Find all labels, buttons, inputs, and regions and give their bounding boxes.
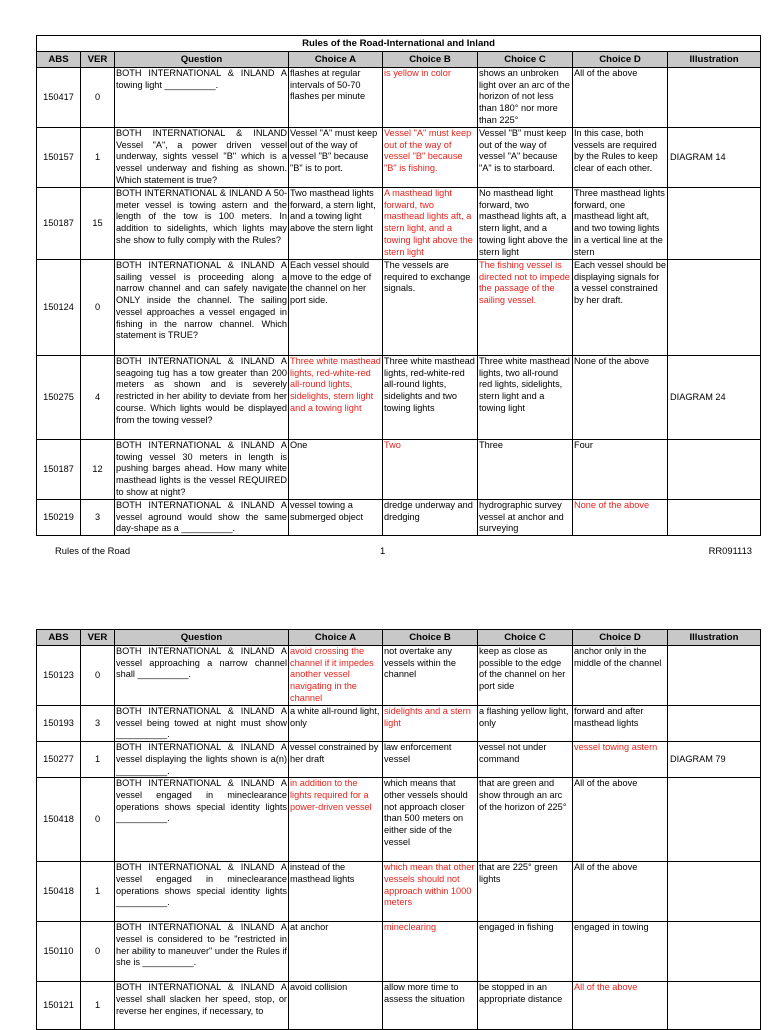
illustration-cell: DIAGRAM 79: [668, 742, 761, 778]
ver-cell: 0: [81, 68, 115, 128]
question-cell: BOTH INTERNATIONAL & INLAND A 50-meter vessel is towing astern and the length of the tow is 100 meters. In addition to sidelights, which lights may she show to fully comply with the Rules?: [115, 188, 289, 260]
abs-cell: 150187: [37, 188, 81, 260]
choice-b-cell: The vessels are required to exchange signals.: [383, 260, 478, 356]
choice-d-cell: vessel towing astern: [573, 742, 668, 778]
abs-cell: 150418: [37, 778, 81, 862]
ver-cell: 0: [81, 646, 115, 706]
question-cell: BOTH INTERNATIONAL & INLAND A vessel being towed at night must show __________.: [115, 706, 289, 742]
illustration-cell: [668, 68, 761, 128]
choice-c-cell: vessel not under command: [478, 742, 573, 778]
question-cell: BOTH INTERNATIONAL & INLAND A towing vessel 30 meters in length is pushing barges ahead. How many white masthead lights is the vessel REQUIRED to show at night?: [115, 440, 289, 500]
abs-cell: 150121: [37, 982, 81, 1030]
choice-c-cell: engaged in fishing: [478, 922, 573, 982]
ver-cell: 1: [81, 742, 115, 778]
ver-cell: 1: [81, 128, 115, 188]
ver-cell: 15: [81, 188, 115, 260]
illustration-cell: [668, 646, 761, 706]
question-cell: BOTH INTERNATIONAL & INLAND A vessel aground would show the same day-shape as a __________.: [115, 500, 289, 536]
footer-page-number: 1: [380, 545, 386, 556]
choice-c-cell: that are green and show through an arc of the horizon of 225°: [478, 778, 573, 862]
illustration-cell: [668, 862, 761, 922]
table-row: [37, 500, 761, 536]
choice-c-cell: a flashing yellow light, only: [478, 706, 573, 742]
column-header-choice-c: Choice C: [478, 52, 573, 68]
ver-cell: 3: [81, 500, 115, 536]
choice-d-cell: None of the above: [573, 356, 668, 440]
choice-c-cell: shows an unbroken light over an arc of the horizon of not less than 180° nor more than 225°: [478, 68, 573, 128]
column-header-illustration: Illustration: [668, 630, 761, 646]
ver-cell: 1: [81, 862, 115, 922]
choice-d-cell: Four: [573, 440, 668, 500]
choice-b-cell: mineclearing: [383, 922, 478, 982]
choice-b-cell: which means that other vessels should not approach closer than 500 meters on either side of the vessel: [383, 778, 478, 862]
questions-table-page-1: [36, 35, 761, 536]
choice-c-cell: hydrographic survey vessel at anchor and surveying: [478, 500, 573, 536]
table-row: [37, 646, 761, 706]
column-header-choice-d: Choice D: [573, 52, 668, 68]
choice-d-cell: engaged in towing: [573, 922, 668, 982]
choice-a-cell: avoid crossing the channel if it impedes another vessel navigating in the channel: [289, 646, 383, 706]
abs-cell: 150124: [37, 260, 81, 356]
illustration-cell: [668, 706, 761, 742]
table-row: [37, 982, 761, 1030]
header-row: [37, 52, 761, 68]
ver-cell: 0: [81, 778, 115, 862]
illustration-cell: [668, 778, 761, 862]
ver-cell: 3: [81, 706, 115, 742]
abs-cell: 150123: [37, 646, 81, 706]
choice-d-cell: All of the above: [573, 778, 668, 862]
column-header-choice-b: Choice B: [383, 52, 478, 68]
column-header-question: Question: [115, 630, 289, 646]
choice-a-cell: One: [289, 440, 383, 500]
column-header-abs: ABS: [37, 630, 81, 646]
table-row: [37, 742, 761, 778]
choice-a-cell: Vessel "A" must keep out of the way of vessel "B" because "B" is to port.: [289, 128, 383, 188]
table-row: [37, 706, 761, 742]
question-cell: BOTH INTERNATIONAL & INLAND A vessel engaged in mineclearance operations shows special identity lights __________.: [115, 862, 289, 922]
abs-cell: 150157: [37, 128, 81, 188]
choice-c-cell: keep as close as possible to the edge of the channel on her port side: [478, 646, 573, 706]
header-row: [37, 630, 761, 646]
choice-c-cell: Vessel "B" must keep out of the way of vessel "A" because "A" is to starboard.: [478, 128, 573, 188]
choice-c-cell: Three white masthead lights, two all-round red lights, sidelights, stern light and a towing light: [478, 356, 573, 440]
choice-b-cell: law enforcement vessel: [383, 742, 478, 778]
abs-cell: 150275: [37, 356, 81, 440]
choice-b-cell: A masthead light forward, two masthead lights aft, a stern light, and a towing light above the stern light: [383, 188, 478, 260]
choice-d-cell: All of the above: [573, 862, 668, 922]
illustration-cell: [668, 922, 761, 982]
column-header-choice-d: Choice D: [573, 630, 668, 646]
question-cell: BOTH INTERNATIONAL & INLAND A seagoing tug has a tow greater than 200 meters as shown and is severely restricted in her ability to deviate from her course. Which lights would be displayed from the towing vessel?: [115, 356, 289, 440]
choice-b-cell: dredge underway and dredging: [383, 500, 478, 536]
question-cell: BOTH INTERNATIONAL & INLAND A vessel displaying the lights shown is a(n) __________.: [115, 742, 289, 778]
ver-cell: 1: [81, 982, 115, 1030]
column-header-abs: ABS: [37, 52, 81, 68]
table-row: [37, 922, 761, 982]
abs-cell: 150187: [37, 440, 81, 500]
illustration-cell: DIAGRAM 14: [668, 128, 761, 188]
table-title: Rules of the Road-International and Inland: [37, 36, 761, 52]
choice-b-cell: Vessel "A" must keep out of the way of vessel "B" because "B" is fishing.: [383, 128, 478, 188]
choice-a-cell: in addition to the lights required for a power-driven vessel: [289, 778, 383, 862]
choice-a-cell: a white all-round light, only: [289, 706, 383, 742]
question-cell: BOTH INTERNATIONAL & INLAND A vessel shall slacken her speed, stop, or reverse her engines, if necessary, to: [115, 982, 289, 1030]
page-1-table-wrapper: [36, 35, 760, 536]
choice-a-cell: instead of the masthead lights: [289, 862, 383, 922]
choice-b-cell: Three white masthead lights, red-white-red all-round lights, sidelights and two towing lights: [383, 356, 478, 440]
choice-b-cell: not overtake any vessels within the channel: [383, 646, 478, 706]
question-cell: BOTH INTERNATIONAL & INLAND A towing light __________.: [115, 68, 289, 128]
ver-cell: 4: [81, 356, 115, 440]
choice-a-cell: vessel constrained by her draft: [289, 742, 383, 778]
table-row: [37, 260, 761, 356]
choice-b-cell: which mean that other vessels should not approach within 1000 meters: [383, 862, 478, 922]
questions-table-page-2: [36, 629, 761, 1030]
table-row: [37, 188, 761, 260]
choice-d-cell: Each vessel should be displaying signals for a vessel constrained by her draft.: [573, 260, 668, 356]
choice-a-cell: avoid collision: [289, 982, 383, 1030]
choice-c-cell: Three: [478, 440, 573, 500]
abs-cell: 150110: [37, 922, 81, 982]
table-row: [37, 68, 761, 128]
choice-c-cell: be stopped in an appropriate distance: [478, 982, 573, 1030]
question-cell: BOTH INTERNATIONAL & INLAND A vessel approaching a narrow channel shall __________.: [115, 646, 289, 706]
ver-cell: 12: [81, 440, 115, 500]
question-cell: BOTH INTERNATIONAL & INLAND A sailing vessel is proceeding along a narrow channel and can safely navigate ONLY inside the channel. The sailing vessel approaches a vessel engaged in fishing in the narrow channel. Which statement is TRUE?: [115, 260, 289, 356]
table-row: [37, 356, 761, 440]
table-row: [37, 128, 761, 188]
table-row: [37, 778, 761, 862]
question-cell: BOTH INTERNATIONAL & INLAND Vessel "A", a power driven vessel underway, sights vessel "B" which is a vessel underway and fishing as shown. Which statement is true?: [115, 128, 289, 188]
column-header-question: Question: [115, 52, 289, 68]
ver-cell: 0: [81, 260, 115, 356]
choice-b-cell: sidelights and a stern light: [383, 706, 478, 742]
abs-cell: 150277: [37, 742, 81, 778]
choice-b-cell: Two: [383, 440, 478, 500]
choice-b-cell: allow more time to assess the situation: [383, 982, 478, 1030]
page-footer: [36, 545, 760, 559]
ver-cell: 0: [81, 922, 115, 982]
question-cell: BOTH INTERNATIONAL & INLAND A vessel is considered to be "restricted in her ability to maneuver" under the Rules if she is __________.: [115, 922, 289, 982]
choice-a-cell: Two masthead lights forward, a stern light, and a towing light above the stern light: [289, 188, 383, 260]
footer-code: RR091113: [708, 545, 752, 556]
page-2-table-wrapper: [36, 629, 760, 1030]
choice-c-cell: that are 225° green lights: [478, 862, 573, 922]
question-cell: BOTH INTERNATIONAL & INLAND A vessel engaged in mineclearance operations shows special identity lights __________.: [115, 778, 289, 862]
illustration-cell: [668, 260, 761, 356]
choice-a-cell: Three white masthead lights, red-white-red all-round lights, sidelights, stern light and a towing light: [289, 356, 383, 440]
column-header-ver: VER: [81, 630, 115, 646]
choice-a-cell: at anchor: [289, 922, 383, 982]
choice-b-cell: is yellow in color: [383, 68, 478, 128]
table-row: [37, 440, 761, 500]
choice-d-cell: In this case, both vessels are required by the Rules to keep clear of each other.: [573, 128, 668, 188]
column-header-illustration: Illustration: [668, 52, 761, 68]
choice-d-cell: All of the above: [573, 68, 668, 128]
choice-d-cell: anchor only in the middle of the channel: [573, 646, 668, 706]
choice-d-cell: None of the above: [573, 500, 668, 536]
column-header-choice-c: Choice C: [478, 630, 573, 646]
column-header-ver: VER: [81, 52, 115, 68]
choice-d-cell: All of the above: [573, 982, 668, 1030]
column-header-choice-b: Choice B: [383, 630, 478, 646]
illustration-cell: [668, 982, 761, 1030]
column-header-choice-a: Choice A: [289, 630, 383, 646]
abs-cell: 150193: [37, 706, 81, 742]
choice-a-cell: vessel towing a submerged object: [289, 500, 383, 536]
illustration-cell: DIAGRAM 24: [668, 356, 761, 440]
abs-cell: 150219: [37, 500, 81, 536]
illustration-cell: [668, 440, 761, 500]
choice-a-cell: Each vessel should move to the edge of the channel on her port side.: [289, 260, 383, 356]
illustration-cell: [668, 500, 761, 536]
choice-d-cell: forward and after masthead lights: [573, 706, 668, 742]
table-row: [37, 862, 761, 922]
choice-a-cell: flashes at regular intervals of 50-70 flashes per minute: [289, 68, 383, 128]
illustration-cell: [668, 188, 761, 260]
column-header-choice-a: Choice A: [289, 52, 383, 68]
choice-c-cell: The fishing vessel is directed not to impede the passage of the sailing vessel.: [478, 260, 573, 356]
footer-title: Rules of the Road: [55, 545, 131, 556]
abs-cell: 150417: [37, 68, 81, 128]
choice-d-cell: Three masthead lights forward, one masthead light aft, and two towing lights in a vertical line at the stern: [573, 188, 668, 260]
abs-cell: 150418: [37, 862, 81, 922]
choice-c-cell: No masthead light forward, two masthead lights aft, a stern light, and a towing light above the stern light: [478, 188, 573, 260]
